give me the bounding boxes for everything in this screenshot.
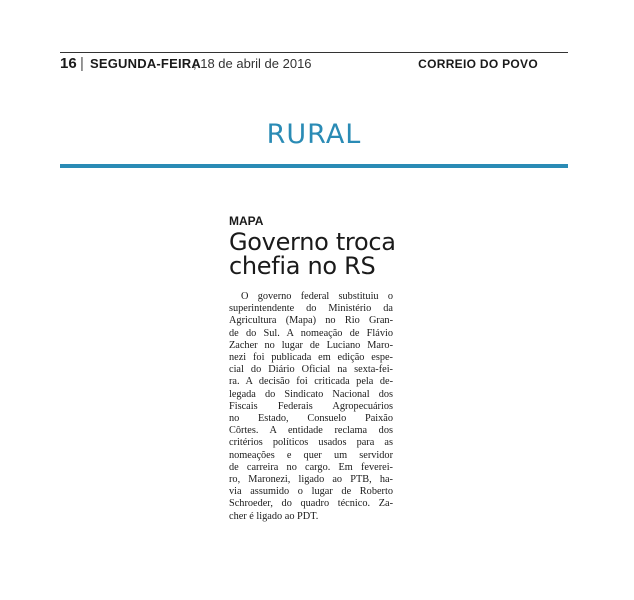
body-line: Côrtes. A entidade reclama dos: [229, 425, 393, 437]
body-line: de carreira no cargo. Em feverei-: [229, 461, 393, 473]
section-rule: [60, 164, 568, 168]
page-number: 16: [60, 55, 77, 72]
page-header: [60, 55, 568, 75]
body-line: via assumido o lugar de Roberto: [229, 486, 393, 498]
body-line: nezi foi publicada em edição espe-: [229, 352, 393, 364]
body-line: Schroeder, do quadro técnico. Za-: [229, 498, 393, 510]
article-kicker: MAPA: [229, 214, 264, 228]
body-line: legada do Sindicato Nacional dos: [229, 388, 393, 400]
newspaper-masthead: CORREIO DO POVO: [418, 57, 538, 71]
body-line: Agricultura (Mapa) no Rio Gran-: [229, 315, 393, 327]
body-line: no Estado, Consuelo Paixão: [229, 413, 393, 425]
header-top-rule: [60, 52, 568, 53]
body-line: cial do Diário Oficial na sexta-fei-: [229, 364, 393, 376]
body-line: de do Sul. A nomeação de Flávio: [229, 327, 393, 339]
article-headline: [229, 230, 429, 278]
body-line: superintendente do Ministério da: [229, 303, 393, 315]
section-title: RURAL: [266, 119, 362, 150]
body-line: ro, Maronezi, ligado ao PTB, ha-: [229, 474, 393, 486]
headline-line: chefia no RS: [229, 252, 376, 280]
body-line: critérios políticos usados para as: [229, 437, 393, 449]
body-line: cher é ligado ao PDT.: [229, 510, 319, 522]
header-weekday: SEGUNDA-FEIRA: [90, 56, 201, 71]
article-body: [229, 291, 393, 523]
body-line: ra. A decisão foi criticada pela de-: [229, 376, 393, 388]
headline-line: Governo troca: [229, 228, 396, 256]
body-line: O governo federal substituiu o: [241, 291, 393, 302]
body-line: Fiscais Federais Agropecuários: [229, 400, 393, 412]
header-separator: |: [80, 55, 84, 72]
body-line: Zacher no lugar de Luciano Maro-: [229, 339, 393, 351]
body-line: nomeações e quer um servidor: [229, 449, 393, 461]
header-date: , 18 de abril de 2016: [193, 56, 312, 71]
